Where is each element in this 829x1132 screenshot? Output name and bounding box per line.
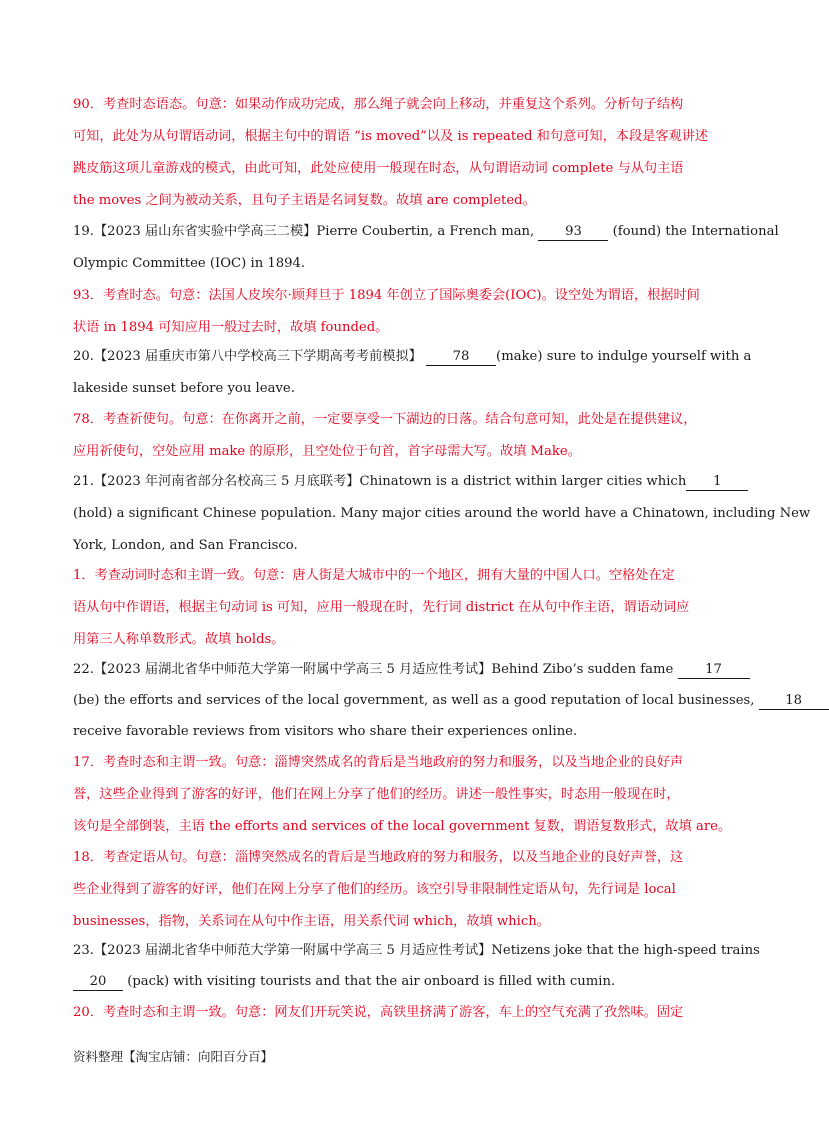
question-19-text-tail: (found) the International xyxy=(608,224,779,239)
question-19-line-1 xyxy=(73,222,779,242)
answer-blank-1[interactable]: 1 xyxy=(686,474,748,491)
answer-blank-17[interactable]: 17 xyxy=(678,662,750,679)
question-22-text-2: (be) the efforts and services of the local government, as well as a good reputation of local businesses, xyxy=(73,693,759,708)
answer-78-line-1: 78．考查祈使句。句意：在你离开之前，一定要享受一下湖边的日落。结合句意可知，此处是在提供建议， xyxy=(73,412,697,427)
answer-93-line-2: 状语 in 1894 可知应用一般过去时，故填 founded。 xyxy=(73,320,389,335)
question-21-line-2: (hold) a significant Chinese population. Many major cities around the world have a Chinatown, including New xyxy=(73,506,811,521)
answer-20-line-1: 20．考查时态和主谓一致。句意：网友们开玩笑说，高铁里挤满了游客，车上的空气充满了孜然味。固定 xyxy=(73,1005,684,1020)
answer-17-line-3: 该句是全部倒装，主语 the efforts and services of the local government 复数，谓语复数形式，故填 are。 xyxy=(73,819,732,834)
question-21-line-3: York, London, and San Francisco. xyxy=(73,538,298,553)
answer-17-line-1: 17．考查时态和主谓一致。句意：淄博突然成名的背后是当地政府的努力和服务，以及当地企业的良好声 xyxy=(73,755,684,770)
answer-blank-93[interactable]: 93 xyxy=(538,224,608,241)
answer-18-line-1: 18．考查定语从句。句意：淄博突然成名的背后是当地政府的努力和服务，以及当地企业的良好声誉，这 xyxy=(73,850,684,865)
question-22-line-1 xyxy=(73,660,733,680)
question-22-line-2 xyxy=(73,691,803,711)
footer-source-note: 资料整理【淘宝店铺：向阳百分百】 xyxy=(73,1049,274,1064)
question-22-text: 22.【2023 届湖北省华中师范大学第一附属中学高三 5 月适应性考试】Behind Zibo’s sudden fame xyxy=(73,662,678,677)
question-19-text: 19.【2023 届山东省实验中学高三二模】Pierre Coubertin, a French man, xyxy=(73,224,539,239)
question-20-text-tail: (make) sure to indulge yourself with a xyxy=(496,349,752,364)
question-20-line-1 xyxy=(73,347,752,367)
question-21-text: 21.【2023 年河南省部分名校高三 5 月底联考】Chinatown is a district within larger cities which xyxy=(73,474,687,489)
answer-17-line-2: 誉，这些企业得到了游客的好评，他们在网上分享了他们的经历。讲述一般性事实，时态用一般现在时， xyxy=(73,787,680,802)
question-23-line-1: 23.【2023 届湖北省华中师范大学第一附属中学高三 5 月适应性考试】Netizens joke that the high-speed trains xyxy=(73,943,760,958)
answer-90-line-4: the moves 之间为被动关系，且句子主语是名词复数。故填 are completed。 xyxy=(73,193,536,208)
answer-93-line-1: 93．考查时态。句意：法国人皮埃尔·顾拜旦于 1894 年创立了国际奥委会(IOC)。设空处为谓语，根据时间 xyxy=(73,288,700,303)
answer-blank-20[interactable]: 20 xyxy=(73,974,123,991)
answer-90-line-3: 跳皮筋这项儿童游戏的模式，由此可知，此处应使用一般现在时态，从句谓语动词 complete 与从句主语 xyxy=(73,161,684,176)
answer-78-line-2: 应用祈使句，空处应用 make 的原形，且空处位于句首，首字母需大写。故填 Make。 xyxy=(73,444,581,459)
question-23-line-2 xyxy=(73,972,733,992)
answer-18-line-2: 些企业得到了游客的好评，他们在网上分享了他们的经历。该空引导非限制性定语从句，先行词是 local xyxy=(73,882,676,897)
answer-18-line-3: businesses，指物，关系词在从句中作主语，用关系代词 which，故填 which。 xyxy=(73,914,550,929)
answer-90-line-1: 90．考查时态语态。句意：如果动作成功完成，那么绳子就会向上移动，并重复这个系列。分析句子结构 xyxy=(73,97,684,112)
question-22-line-3: receive favorable reviews from visitors who share their experiences online. xyxy=(73,724,578,739)
answer-blank-78[interactable]: 78 xyxy=(426,349,496,366)
answer-blank-18[interactable]: 18 xyxy=(759,693,829,710)
answer-90-line-2: 可知，此处为从句谓语动词，根据主句中的谓语 “is moved”以及 is repeated 和句意可知，本段是客观讲述 xyxy=(73,129,709,144)
answer-1-line-2: 语从句中作谓语，根据主句动词 is 可知，应用一般现在时，先行词 district 在从句中作主语，谓语动词应 xyxy=(73,600,690,615)
question-23-text-tail: (pack) with visiting tourists and that the air onboard is filled with cumin. xyxy=(123,974,616,989)
answer-1-line-3: 用第三人称单数形式。故填 holds。 xyxy=(73,632,285,647)
question-19-line-2: Olympic Committee (IOC) in 1894. xyxy=(73,256,306,271)
question-20-text: 20.【2023 届重庆市第八中学校高三下学期高考考前模拟】 xyxy=(73,349,427,364)
answer-1-line-1: 1．考查动词时态和主谓一致。句意：唐人街是大城市中的一个地区，拥有大量的中国人口。空格处在定 xyxy=(73,568,675,583)
question-21-line-1 xyxy=(73,472,733,492)
question-20-line-2: lakeside sunset before you leave. xyxy=(73,381,295,396)
